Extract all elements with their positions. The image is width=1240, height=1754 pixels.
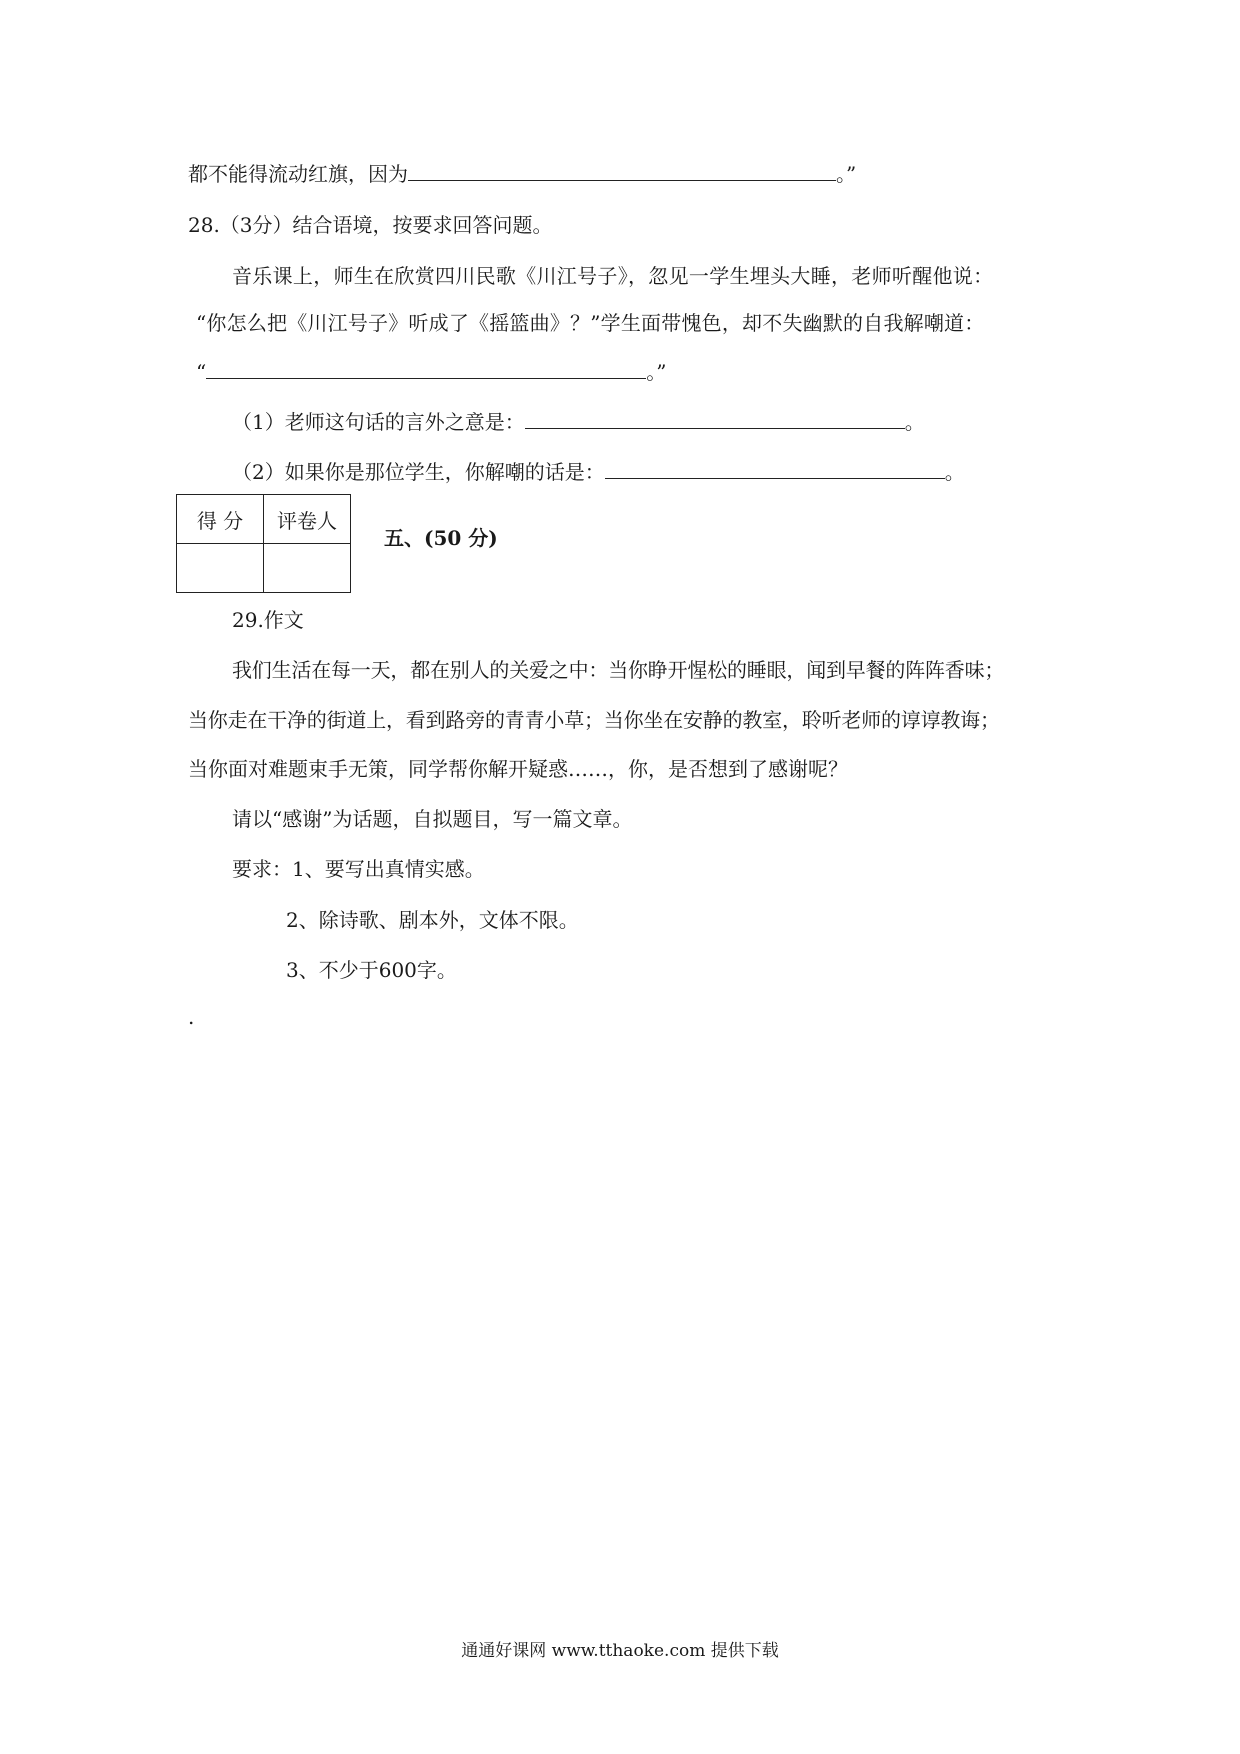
q28-title: 28.（3分）结合语境，按要求回答问题。 [188,213,553,237]
sub1-end: 。 [904,410,925,434]
score-cell[interactable] [177,544,264,593]
q27-end: 。” [836,162,857,186]
q29-para2: 当你走在干净的街道上，看到路旁的青青小草；当你坐在安静的教室，聆听老师的谆谆教诲； [188,708,1000,732]
q28-para2: “你怎么把《川江号子》听成了《摇篮曲》？”学生面带愧色，却不失幽默的自我解嘲道： [196,311,985,335]
sub2-text: （2）如果你是那位学生，你解嘲的话是： [232,460,605,484]
stray-dot: . [188,1005,195,1029]
req-label: 要求： [232,857,292,881]
sub1-text: （1）老师这句话的言外之意是： [232,410,525,434]
answer-blank[interactable] [206,360,646,379]
q29-requirements [232,855,485,883]
footer: 通通好课网 www.tthaoke.com 提供下载 [461,1641,779,1661]
grader-header: 评卷人 [264,495,351,544]
sub2-end: 。 [944,460,965,484]
quote-close: 。” [646,360,667,384]
section-heading: 五、(50 分) [384,526,498,550]
req-3: 3、不少于600字。 [286,958,457,982]
q28-para1: 音乐课上，师生在欣赏四川民歌《川江号子》，忽见一学生埋头大睡，老师听醒他说： [232,264,994,288]
q27-text: 都不能得流动红旗，因为 [188,162,408,186]
q29-title: 29.作文 [232,608,304,632]
q29-para3: 当你面对难题束手无策，同学帮你解开疑惑……，你，是否想到了感谢呢？ [188,757,848,781]
score-table [176,494,351,593]
answer-blank[interactable] [525,410,905,429]
q28-quote-line [196,358,666,386]
req-1: 1、要写出真情实感。 [292,857,485,881]
answer-blank[interactable] [605,460,945,479]
q29-para4: 请以“感谢”为话题，自拟题目，写一篇文章。 [232,807,633,831]
grader-cell[interactable] [264,544,351,593]
q28-sub2 [232,458,965,486]
req-2: 2、除诗歌、剧本外，文体不限。 [286,908,579,932]
q27-answer-line [188,160,856,188]
answer-blank[interactable] [408,162,836,181]
q28-sub1 [232,408,925,436]
quote-open: “ [196,360,207,384]
q29-para1: 我们生活在每一天，都在别人的关爱之中：当你睁开惺松的睡眼，闻到早餐的阵阵香味； [232,658,1005,682]
score-header: 得 分 [177,495,264,544]
